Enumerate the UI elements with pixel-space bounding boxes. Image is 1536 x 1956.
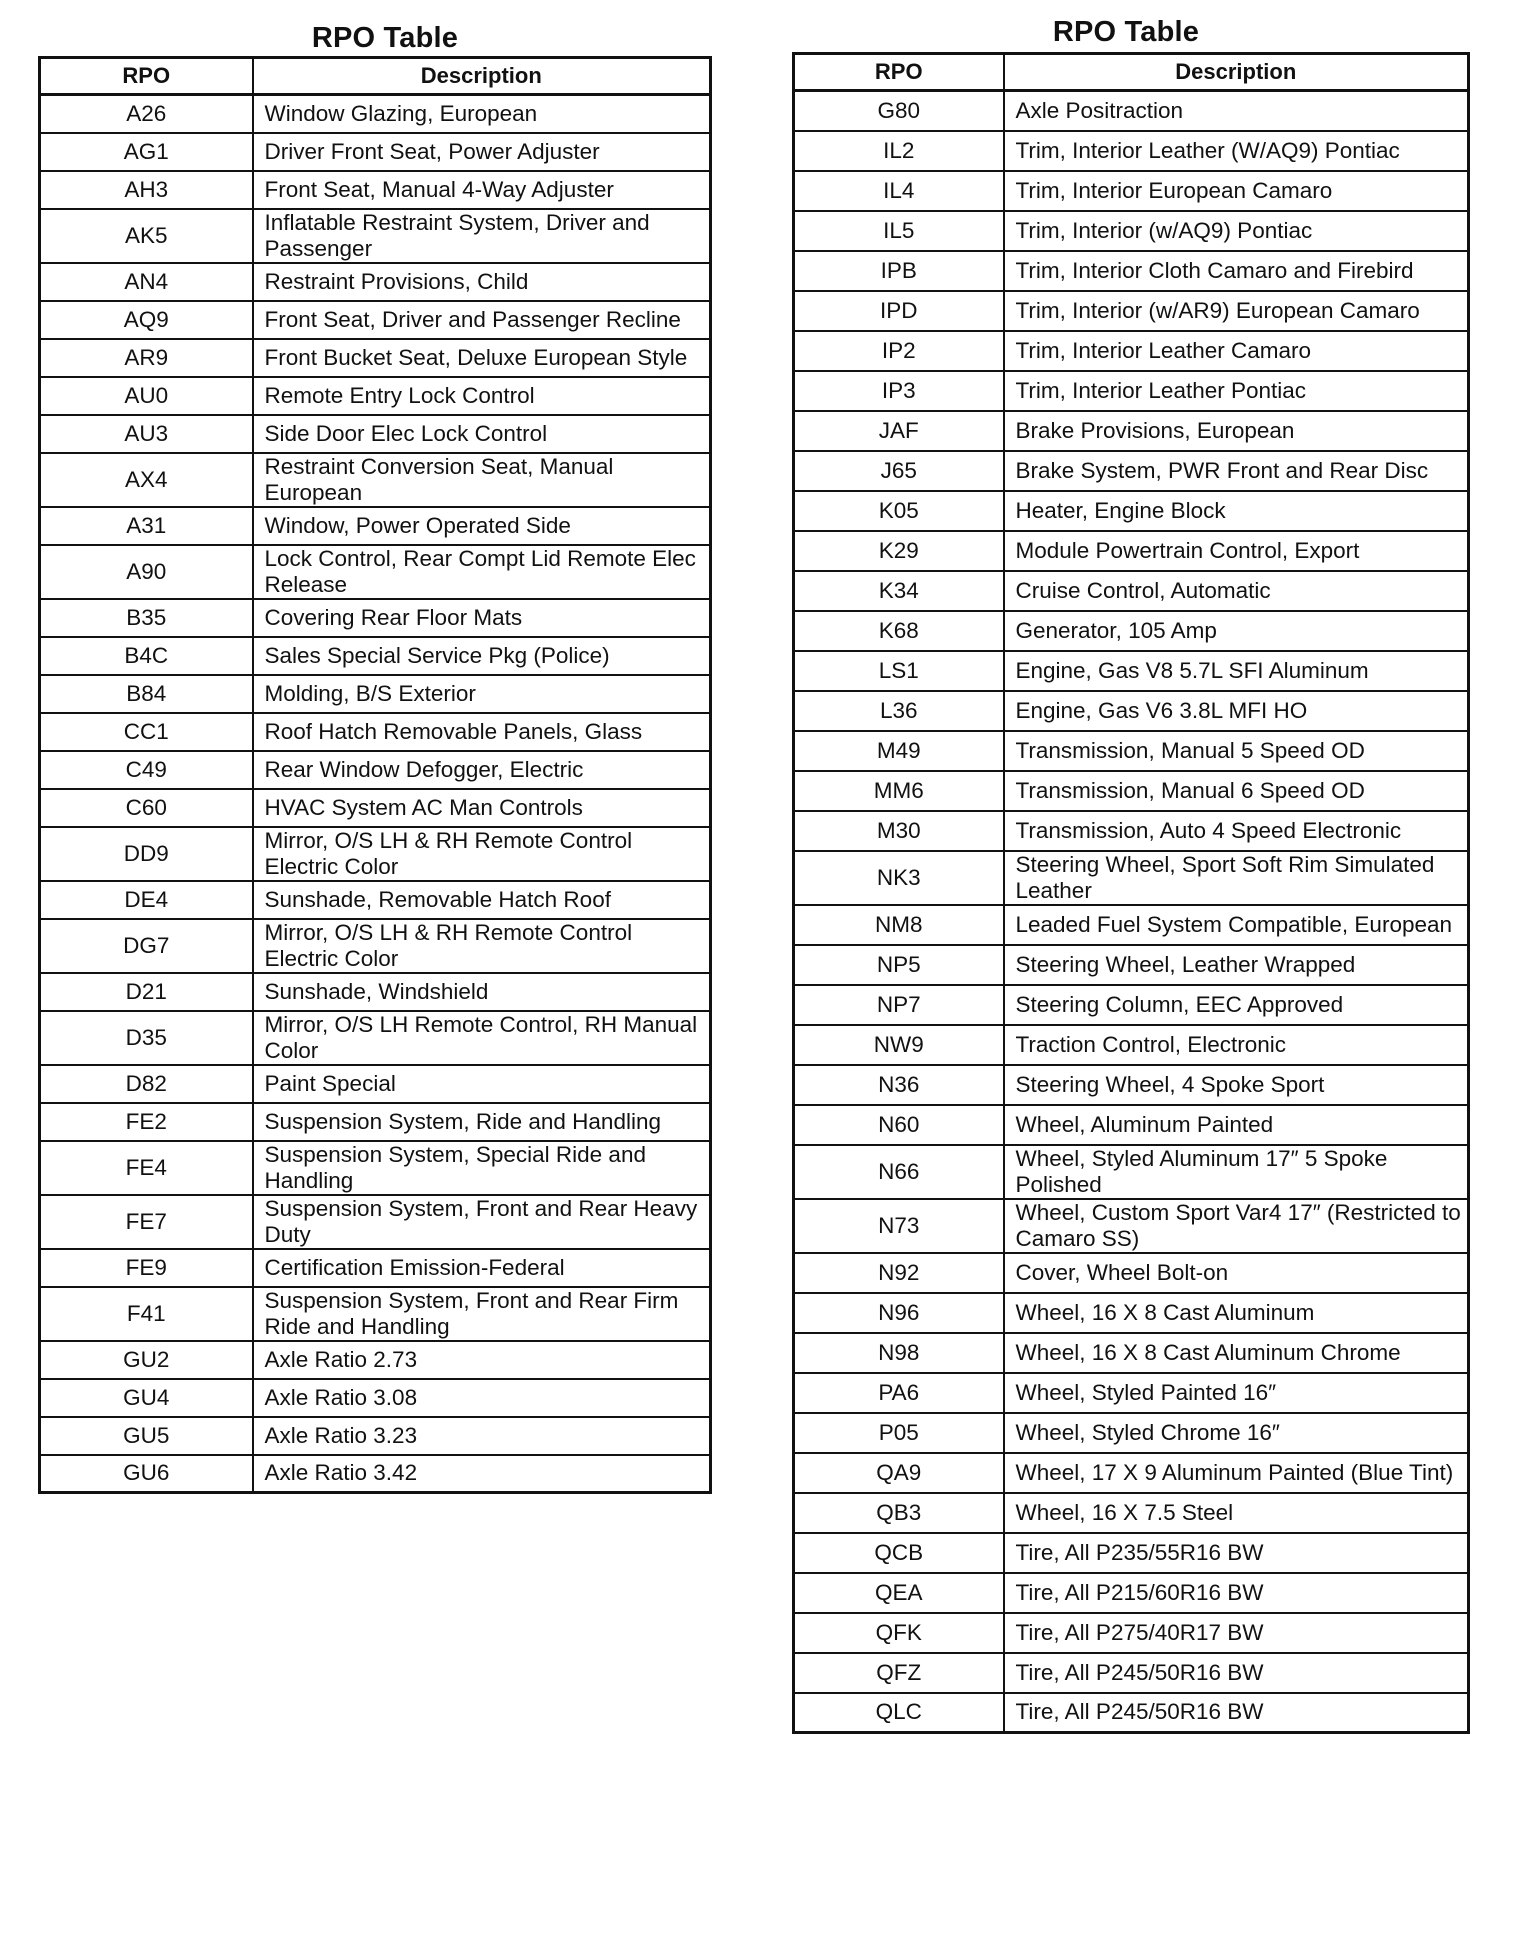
description-cell: Module Powertrain Control, Export xyxy=(1004,531,1469,571)
table-row xyxy=(40,789,711,827)
description-cell: Traction Control, Electronic xyxy=(1004,1025,1469,1065)
table-row xyxy=(40,171,711,209)
rpo-code-cell: K34 xyxy=(794,571,1004,611)
description-cell: Tire, All P235/55R16 BW xyxy=(1004,1533,1469,1573)
rpo-code-cell: A90 xyxy=(40,545,253,599)
table-row xyxy=(40,637,711,675)
table-row xyxy=(794,531,1469,571)
rpo-code-cell: AN4 xyxy=(40,263,253,301)
table-row xyxy=(794,91,1469,131)
rpo-code-cell: AH3 xyxy=(40,171,253,209)
rpo-code-cell: GU5 xyxy=(40,1417,253,1455)
table-row xyxy=(794,771,1469,811)
rpo-code-cell: F41 xyxy=(40,1287,253,1341)
description-cell: Window, Power Operated Side xyxy=(253,507,711,545)
rpo-code-cell: K68 xyxy=(794,611,1004,651)
description-cell: Wheel, Styled Aluminum 17″ 5 Spoke Polished xyxy=(1004,1145,1469,1199)
table-row xyxy=(40,415,711,453)
rpo-code-cell: GU6 xyxy=(40,1455,253,1493)
table-row xyxy=(40,1455,711,1493)
table-row xyxy=(794,1693,1469,1733)
table-row xyxy=(40,377,711,415)
rpo-code-cell: B4C xyxy=(40,637,253,675)
rpo-code-cell: QA9 xyxy=(794,1453,1004,1493)
description-cell: Mirror, O/S LH & RH Remote Control Electric Color xyxy=(253,919,711,973)
rpo-code-cell: A31 xyxy=(40,507,253,545)
table-row xyxy=(40,453,711,507)
rpo-code-cell: N96 xyxy=(794,1293,1004,1333)
rpo-code-cell: NM8 xyxy=(794,905,1004,945)
rpo-code-cell: AX4 xyxy=(40,453,253,507)
rpo-code-cell: J65 xyxy=(794,451,1004,491)
description-cell: Front Seat, Driver and Passenger Recline xyxy=(253,301,711,339)
description-cell: Axle Ratio 3.42 xyxy=(253,1455,711,1493)
table-row xyxy=(794,1453,1469,1493)
table-row xyxy=(794,611,1469,651)
table-row xyxy=(40,507,711,545)
table-row xyxy=(794,131,1469,171)
rpo-column-header: RPO xyxy=(794,54,1004,91)
rpo-code-cell: M30 xyxy=(794,811,1004,851)
table-row xyxy=(794,291,1469,331)
description-cell: Engine, Gas V6 3.8L MFI HO xyxy=(1004,691,1469,731)
right-table-title: RPO Table xyxy=(1052,16,1200,48)
rpo-code-cell: IPD xyxy=(794,291,1004,331)
table-row xyxy=(40,675,711,713)
table-row xyxy=(40,827,711,881)
table-row xyxy=(40,95,711,133)
description-cell: Axle Ratio 3.08 xyxy=(253,1379,711,1417)
rpo-code-cell: A26 xyxy=(40,95,253,133)
table-row xyxy=(794,451,1469,491)
rpo-code-cell: B35 xyxy=(40,599,253,637)
description-cell: Steering Column, EEC Approved xyxy=(1004,985,1469,1025)
rpo-code-cell: CC1 xyxy=(40,713,253,751)
description-cell: Steering Wheel, 4 Spoke Sport xyxy=(1004,1065,1469,1105)
description-cell: Trim, Interior Leather Pontiac xyxy=(1004,371,1469,411)
rpo-code-cell: AU0 xyxy=(40,377,253,415)
description-cell: Restraint Conversion Seat, Manual European xyxy=(253,453,711,507)
description-cell: Sunshade, Removable Hatch Roof xyxy=(253,881,711,919)
description-cell: Sales Special Service Pkg (Police) xyxy=(253,637,711,675)
table-row xyxy=(794,691,1469,731)
rpo-code-cell: L36 xyxy=(794,691,1004,731)
table-row xyxy=(794,651,1469,691)
rpo-code-cell: DD9 xyxy=(40,827,253,881)
right-table-body xyxy=(794,91,1469,1733)
rpo-code-cell: NP5 xyxy=(794,945,1004,985)
table-row xyxy=(40,599,711,637)
rpo-code-cell: N66 xyxy=(794,1145,1004,1199)
description-cell: Tire, All P215/60R16 BW xyxy=(1004,1573,1469,1613)
description-cell: Roof Hatch Removable Panels, Glass xyxy=(253,713,711,751)
table-row xyxy=(794,945,1469,985)
table-row xyxy=(40,1287,711,1341)
rpo-code-cell: N98 xyxy=(794,1333,1004,1373)
table-row xyxy=(794,1145,1469,1199)
table-row xyxy=(40,1103,711,1141)
rpo-code-cell: JAF xyxy=(794,411,1004,451)
table-row xyxy=(794,491,1469,531)
table-row xyxy=(794,1105,1469,1145)
rpo-code-cell: IPB xyxy=(794,251,1004,291)
description-cell: Front Seat, Manual 4-Way Adjuster xyxy=(253,171,711,209)
rpo-code-cell: IP2 xyxy=(794,331,1004,371)
table-row xyxy=(40,1379,711,1417)
description-cell: Engine, Gas V8 5.7L SFI Aluminum xyxy=(1004,651,1469,691)
table-row xyxy=(794,1199,1469,1253)
description-cell: Suspension System, Front and Rear Firm Ride and Handling xyxy=(253,1287,711,1341)
description-cell: Trim, Interior European Camaro xyxy=(1004,171,1469,211)
table-row xyxy=(40,545,711,599)
description-cell: Inflatable Restraint System, Driver and Passenger xyxy=(253,209,711,263)
description-cell: Cover, Wheel Bolt-on xyxy=(1004,1253,1469,1293)
rpo-code-cell: GU4 xyxy=(40,1379,253,1417)
description-cell: Sunshade, Windshield xyxy=(253,973,711,1011)
description-cell: Suspension System, Special Ride and Handling xyxy=(253,1141,711,1195)
rpo-code-cell: FE7 xyxy=(40,1195,253,1249)
table-row xyxy=(794,851,1469,905)
table-row xyxy=(794,731,1469,771)
table-row xyxy=(40,1065,711,1103)
rpo-code-cell: G80 xyxy=(794,91,1004,131)
table-header-row xyxy=(40,58,711,95)
description-cell: Generator, 105 Amp xyxy=(1004,611,1469,651)
rpo-code-cell: C60 xyxy=(40,789,253,827)
rpo-code-cell: DE4 xyxy=(40,881,253,919)
table-row xyxy=(794,211,1469,251)
table-row xyxy=(794,1065,1469,1105)
description-cell: Restraint Provisions, Child xyxy=(253,263,711,301)
rpo-code-cell: AQ9 xyxy=(40,301,253,339)
description-cell: Steering Wheel, Sport Soft Rim Simulated Leather xyxy=(1004,851,1469,905)
description-cell: Mirror, O/S LH & RH Remote Control Electric Color xyxy=(253,827,711,881)
rpo-code-cell: QEA xyxy=(794,1573,1004,1613)
rpo-code-cell: FE9 xyxy=(40,1249,253,1287)
description-cell: Trim, Interior Leather Camaro xyxy=(1004,331,1469,371)
rpo-code-cell: D21 xyxy=(40,973,253,1011)
description-cell: Brake System, PWR Front and Rear Disc xyxy=(1004,451,1469,491)
description-column-header: Description xyxy=(1004,54,1469,91)
table-row xyxy=(40,1141,711,1195)
left-table-body xyxy=(40,95,711,1493)
table-row xyxy=(794,811,1469,851)
rpo-code-cell: AK5 xyxy=(40,209,253,263)
description-cell: Axle Ratio 2.73 xyxy=(253,1341,711,1379)
description-cell: Window Glazing, European xyxy=(253,95,711,133)
description-cell: Wheel, 17 X 9 Aluminum Painted (Blue Tint) xyxy=(1004,1453,1469,1493)
rpo-code-cell: P05 xyxy=(794,1413,1004,1453)
rpo-code-cell: QCB xyxy=(794,1533,1004,1573)
rpo-code-cell: IL4 xyxy=(794,171,1004,211)
description-cell: Side Door Elec Lock Control xyxy=(253,415,711,453)
description-cell: Wheel, 16 X 7.5 Steel xyxy=(1004,1493,1469,1533)
table-row xyxy=(794,1493,1469,1533)
description-cell: Cruise Control, Automatic xyxy=(1004,571,1469,611)
table-row xyxy=(794,251,1469,291)
rpo-column-header: RPO xyxy=(40,58,253,95)
rpo-code-cell: DG7 xyxy=(40,919,253,973)
rpo-code-cell: FE2 xyxy=(40,1103,253,1141)
description-cell: Tire, All P275/40R17 BW xyxy=(1004,1613,1469,1653)
description-cell: Lock Control, Rear Compt Lid Remote Elec Release xyxy=(253,545,711,599)
description-cell: Brake Provisions, European xyxy=(1004,411,1469,451)
table-row xyxy=(40,881,711,919)
rpo-code-cell: C49 xyxy=(40,751,253,789)
description-cell: Trim, Interior (w/AR9) European Camaro xyxy=(1004,291,1469,331)
description-cell: Wheel, 16 X 8 Cast Aluminum Chrome xyxy=(1004,1333,1469,1373)
description-cell: Wheel, Custom Sport Var4 17″ (Restricted to Camaro SS) xyxy=(1004,1199,1469,1253)
rpo-code-cell: N60 xyxy=(794,1105,1004,1145)
rpo-code-cell: IL2 xyxy=(794,131,1004,171)
table-row xyxy=(40,919,711,973)
rpo-code-cell: QLC xyxy=(794,1693,1004,1733)
rpo-code-cell: AG1 xyxy=(40,133,253,171)
rpo-code-cell: FE4 xyxy=(40,1141,253,1195)
description-cell: Wheel, Styled Chrome 16″ xyxy=(1004,1413,1469,1453)
rpo-code-cell: QFK xyxy=(794,1613,1004,1653)
description-cell: Transmission, Manual 5 Speed OD xyxy=(1004,731,1469,771)
description-cell: Trim, Interior Cloth Camaro and Firebird xyxy=(1004,251,1469,291)
table-row xyxy=(40,1417,711,1455)
description-cell: Wheel, Styled Painted 16″ xyxy=(1004,1373,1469,1413)
rpo-code-cell: M49 xyxy=(794,731,1004,771)
description-cell: Transmission, Manual 6 Speed OD xyxy=(1004,771,1469,811)
description-cell: Suspension System, Ride and Handling xyxy=(253,1103,711,1141)
table-row xyxy=(40,1195,711,1249)
description-cell: Axle Positraction xyxy=(1004,91,1469,131)
description-cell: Wheel, 16 X 8 Cast Aluminum xyxy=(1004,1293,1469,1333)
description-cell: Rear Window Defogger, Electric xyxy=(253,751,711,789)
table-row xyxy=(794,171,1469,211)
table-row xyxy=(794,1373,1469,1413)
description-column-header: Description xyxy=(253,58,711,95)
left-table-title: RPO Table xyxy=(311,22,459,54)
table-row xyxy=(794,905,1469,945)
rpo-table-left xyxy=(38,56,712,1494)
table-row xyxy=(40,751,711,789)
rpo-code-cell: NW9 xyxy=(794,1025,1004,1065)
rpo-code-cell: D82 xyxy=(40,1065,253,1103)
table-row xyxy=(794,1253,1469,1293)
table-row xyxy=(794,331,1469,371)
table-row xyxy=(794,1025,1469,1065)
rpo-code-cell: QFZ xyxy=(794,1653,1004,1693)
table-row xyxy=(40,339,711,377)
table-row xyxy=(40,133,711,171)
description-cell: Tire, All P245/50R16 BW xyxy=(1004,1653,1469,1693)
description-cell: Paint Special xyxy=(253,1065,711,1103)
table-row xyxy=(794,571,1469,611)
rpo-code-cell: N73 xyxy=(794,1199,1004,1253)
description-cell: Trim, Interior (w/AQ9) Pontiac xyxy=(1004,211,1469,251)
description-cell: Front Bucket Seat, Deluxe European Style xyxy=(253,339,711,377)
table-row xyxy=(40,301,711,339)
table-row xyxy=(40,1249,711,1287)
rpo-table-left-block xyxy=(38,24,712,1494)
description-cell: Axle Ratio 3.23 xyxy=(253,1417,711,1455)
table-row xyxy=(794,411,1469,451)
description-cell: Trim, Interior Leather (W/AQ9) Pontiac xyxy=(1004,131,1469,171)
description-cell: Suspension System, Front and Rear Heavy Duty xyxy=(253,1195,711,1249)
rpo-code-cell: GU2 xyxy=(40,1341,253,1379)
description-cell: Steering Wheel, Leather Wrapped xyxy=(1004,945,1469,985)
table-header-row xyxy=(794,54,1469,91)
table-row xyxy=(40,973,711,1011)
table-row xyxy=(40,263,711,301)
description-cell: Leaded Fuel System Compatible, European xyxy=(1004,905,1469,945)
description-cell: Tire, All P245/50R16 BW xyxy=(1004,1693,1469,1733)
table-row xyxy=(794,1613,1469,1653)
description-cell: Covering Rear Floor Mats xyxy=(253,599,711,637)
description-cell: Wheel, Aluminum Painted xyxy=(1004,1105,1469,1145)
table-row xyxy=(794,1653,1469,1693)
description-cell: Molding, B/S Exterior xyxy=(253,675,711,713)
rpo-code-cell: NK3 xyxy=(794,851,1004,905)
rpo-code-cell: K05 xyxy=(794,491,1004,531)
table-row xyxy=(794,985,1469,1025)
rpo-code-cell: B84 xyxy=(40,675,253,713)
rpo-code-cell: AU3 xyxy=(40,415,253,453)
rpo-table-right xyxy=(792,52,1470,1734)
table-row xyxy=(40,713,711,751)
rpo-code-cell: PA6 xyxy=(794,1373,1004,1413)
rpo-code-cell: N92 xyxy=(794,1253,1004,1293)
description-cell: Certification Emission-Federal xyxy=(253,1249,711,1287)
table-row xyxy=(40,1011,711,1065)
rpo-code-cell: IP3 xyxy=(794,371,1004,411)
rpo-code-cell: D35 xyxy=(40,1011,253,1065)
description-cell: HVAC System AC Man Controls xyxy=(253,789,711,827)
table-row xyxy=(794,1413,1469,1453)
table-row xyxy=(794,371,1469,411)
description-cell: Mirror, O/S LH Remote Control, RH Manual Color xyxy=(253,1011,711,1065)
description-cell: Driver Front Seat, Power Adjuster xyxy=(253,133,711,171)
table-row xyxy=(40,1341,711,1379)
table-row xyxy=(794,1333,1469,1373)
description-cell: Transmission, Auto 4 Speed Electronic xyxy=(1004,811,1469,851)
rpo-code-cell: LS1 xyxy=(794,651,1004,691)
table-row xyxy=(794,1533,1469,1573)
rpo-table-right-block xyxy=(792,18,1470,1734)
rpo-code-cell: N36 xyxy=(794,1065,1004,1105)
rpo-code-cell: NP7 xyxy=(794,985,1004,1025)
description-cell: Heater, Engine Block xyxy=(1004,491,1469,531)
table-row xyxy=(40,209,711,263)
rpo-code-cell: K29 xyxy=(794,531,1004,571)
rpo-code-cell: AR9 xyxy=(40,339,253,377)
table-row xyxy=(794,1293,1469,1333)
table-row xyxy=(794,1573,1469,1613)
rpo-code-cell: IL5 xyxy=(794,211,1004,251)
rpo-code-cell: MM6 xyxy=(794,771,1004,811)
description-cell: Remote Entry Lock Control xyxy=(253,377,711,415)
rpo-code-cell: QB3 xyxy=(794,1493,1004,1533)
